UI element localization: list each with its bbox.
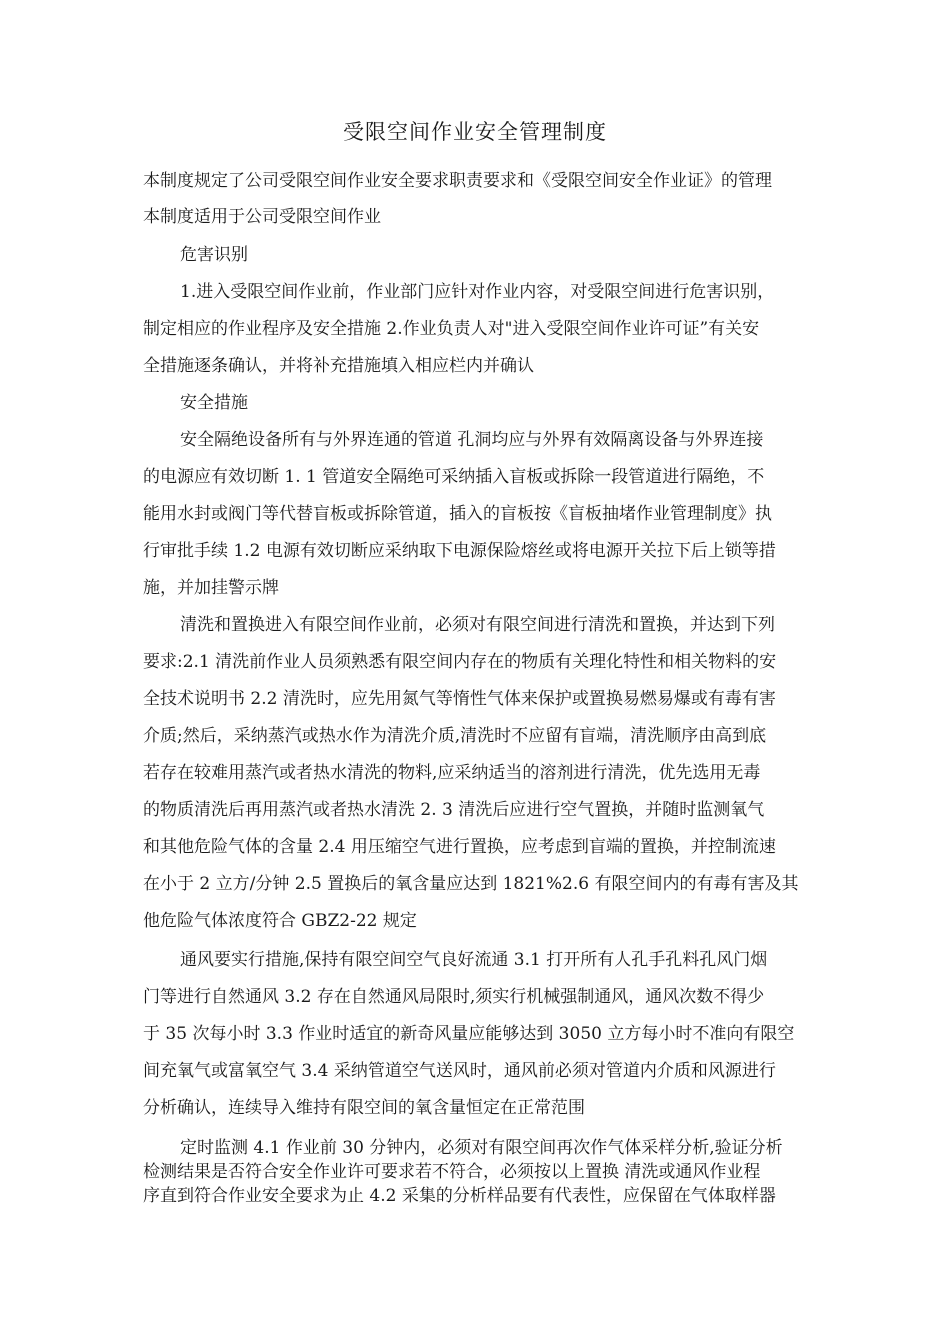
section-heading-hazard: 危害识别 <box>180 245 248 265</box>
paragraph-line: 要求:2.1 清洗前作业人员须熟悉有限空间内存在的物质有关理化特性和相关物料的安 <box>143 652 777 672</box>
section-heading-safety: 安全措施 <box>180 393 248 413</box>
paragraph-line: 门等进行自然通风 3.2 存在自然通风局限时,须实行机械强制通风，通风次数不得少 <box>143 987 765 1007</box>
paragraph-line: 在小于 2 立方/分钟 2.5 置换后的氧含量应达到 1821%2.6 有限空间内的有毒有害及其 <box>143 874 799 894</box>
paragraph-line: 的电源应有效切断 1. 1 管道安全隔绝可采纳插入盲板或拆除一段管道进行隔绝，不 <box>143 467 765 487</box>
paragraph-line: 检测结果是否符合安全作业许可要求若不符合，必须按以上置换 清洗或通风作业程 <box>143 1162 761 1182</box>
paragraph-line: 的物质清洗后再用蒸汽或者热水清洗 2. 3 清洗后应进行空气置换，并随时监测氧气 <box>143 800 765 820</box>
paragraph-line: 序直到符合作业安全要求为止 4.2 采集的分析样品要有代表性，应保留在气体取样器 <box>143 1186 776 1206</box>
paragraph-line: 分析确认，连续导入维持有限空间的氧含量恒定在正常范围 <box>143 1098 585 1118</box>
paragraph-line: 1.进入受限空间作业前，作业部门应针对作业内容，对受限空间进行危害识别， <box>180 282 775 302</box>
intro-line: 本制度适用于公司受限空间作业 <box>143 207 381 227</box>
paragraph-line: 安全隔绝设备所有与外界连通的管道 孔洞均应与外界有效隔离设备与外界连接 <box>180 430 764 450</box>
paragraph-line: 行审批手续 1.2 电源有效切断应采纳取下电源保险熔丝或将电源开关拉下后上锁等措 <box>143 541 776 561</box>
paragraph-line: 间充氧气或富氧空气 3.4 采纳管道空气送风时，通风前必须对管道内介质和风源进行 <box>143 1061 776 1081</box>
paragraph-line: 施，并加挂警示牌 <box>143 578 279 598</box>
paragraph-line: 介质;然后，采纳蒸汽或热水作为清洗介质,清洗时不应留有盲端，清洗顺序由高到底 <box>143 726 767 746</box>
paragraph-line: 通风要实行措施,保持有限空间空气良好流通 3.1 打开所有人孔手孔料孔风门烟 <box>180 950 768 970</box>
paragraph-line: 他危险气体浓度符合 GBZ2-22 规定 <box>143 911 417 931</box>
paragraph-line: 全措施逐条确认，并将补充措施填入相应栏内并确认 <box>143 356 534 376</box>
paragraph-line: 于 35 次每小时 3.3 作业时适宜的新奇风量应能够达到 3050 立方每小时不准向有限空 <box>143 1024 795 1044</box>
paragraph-line: 能用水封或阀门等代替盲板或拆除管道，插入的盲板按《盲板抽堵作业管理制度》执 <box>143 504 772 524</box>
paragraph-line: 若存在较难用蒸汽或者热水清洗的物料,应采纳适当的溶剂进行清洗，优先选用无毒 <box>143 763 761 783</box>
paragraph-line: 清洗和置换进入有限空间作业前，必须对有限空间进行清洗和置换，并达到下列 <box>180 615 775 635</box>
intro-line: 本制度规定了公司受限空间作业安全要求职责要求和《受限空间安全作业证》的管理 <box>143 171 772 191</box>
paragraph-line: 全技术说明书 2.2 清洗时，应先用氮气等惰性气体来保护或置换易燃易爆或有毒有害 <box>143 689 776 709</box>
paragraph-line: 和其他危险气体的含量 2.4 用压缩空气进行置换，应考虑到盲端的置换，并控制流速 <box>143 837 776 857</box>
document-title: 受限空间作业安全管理制度 <box>343 120 607 144</box>
paragraph-line: 定时监测 4.1 作业前 30 分钟内，必须对有限空间再次作气体采样分析,验证分析 <box>180 1138 783 1158</box>
paragraph-line: 制定相应的作业程序及安全措施 2.作业负责人对"进入受限空间作业许可证”有关安 <box>143 319 760 339</box>
